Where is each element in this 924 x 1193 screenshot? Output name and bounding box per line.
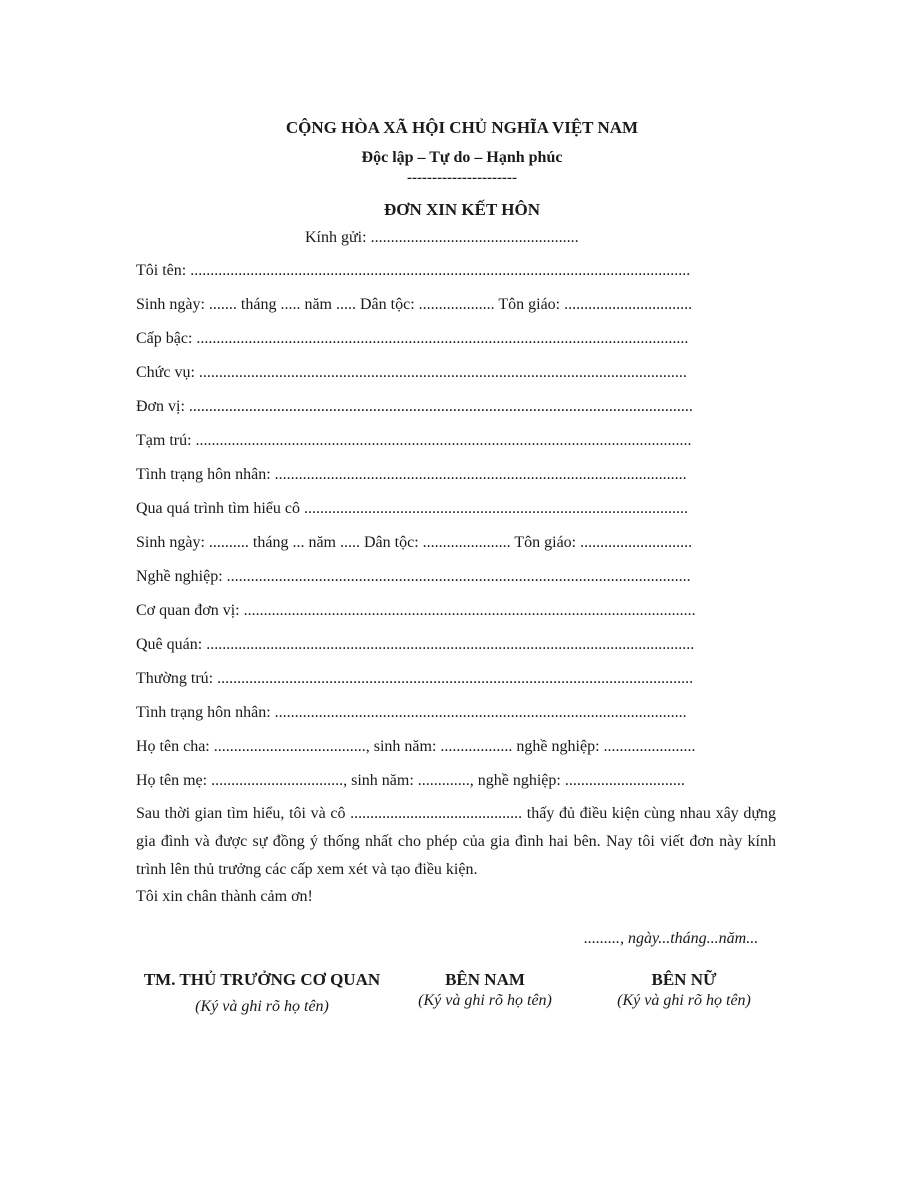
- field-position: Chức vụ: ..........................................................................................................................: [136, 364, 687, 381]
- form-title: ĐƠN XIN KẾT HÔN: [383, 200, 540, 219]
- signature-note-head-of-agency: (Ký và ghi rõ họ tên): [195, 998, 329, 1015]
- field-marital-status: Tình trạng hôn nhân: .......................................................................................................: [136, 466, 687, 483]
- field-unit: Đơn vị: ..............................................................................................................................: [136, 398, 693, 415]
- field-father: Họ tên cha: ......................................, sinh năm: .................. nghề nghiệp: .......................: [136, 738, 696, 755]
- motto-heading: Độc lập – Tự do – Hạnh phúc: [361, 149, 563, 166]
- field-partner-hometown: Quê quán: ..........................................................................................................................: [136, 636, 695, 653]
- signature-title-groom: BÊN NAM: [445, 970, 525, 989]
- thanks-line: Tôi xin chân thành cảm ơn!: [136, 888, 313, 905]
- field-partner-marital-status: Tình trạng hôn nhân: .......................................................................................................: [136, 704, 687, 721]
- date-line: ........., ngày...tháng...năm...: [584, 930, 759, 947]
- field-partner-birth-info: Sinh ngày: .......... tháng ... năm ..... Dân tộc: ...................... Tôn giáo: ............................: [136, 534, 693, 551]
- field-partner-name: Qua quá trình tìm hiểu cô ................................................................................................: [136, 500, 688, 517]
- field-partner-permanent-address: Thường trú: .......................................................................................................................: [136, 670, 694, 687]
- recipient-line: Kính gửi: ....................................................: [305, 229, 579, 246]
- field-birth-info: Sinh ngày: ....... tháng ..... năm ..... Dân tộc: ................... Tôn giáo: ................................: [136, 296, 693, 313]
- field-name: Tôi tên: .............................................................................................................................: [136, 262, 691, 279]
- header-divider: ----------------------: [407, 170, 517, 186]
- signature-note-groom: (Ký và ghi rõ họ tên): [418, 992, 552, 1009]
- field-rank: Cấp bậc: ...........................................................................................................................: [136, 330, 689, 347]
- field-mother: Họ tên mẹ: ................................., sinh năm: ............., nghề nghiệp: ..............................: [136, 772, 685, 789]
- field-partner-occupation: Nghề nghiệp: ....................................................................................................................: [136, 568, 691, 585]
- field-temporary-address: Tạm trú: ............................................................................................................................: [136, 432, 692, 449]
- request-paragraph: Sau thời gian tìm hiểu, tôi và cô ........................................... thấy đủ điều kiện cùng nhau xây dựng gia đình và được sự đồng ý thống nhất cho phép của gia đình hai bên. Nay tôi viết đơn này kính trình lên thủ trưởng các cấp xem xét và tạo điều kiện.: [136, 805, 776, 878]
- field-partner-workplace: Cơ quan đơn vị: .................................................................................................................: [136, 602, 696, 619]
- signature-title-head-of-agency: TM. THỦ TRƯỞNG CƠ QUAN: [143, 970, 381, 989]
- signature-note-bride: (Ký và ghi rõ họ tên): [617, 992, 751, 1009]
- country-heading: CỘNG HÒA XÃ HỘI CHỦ NGHĨA VIỆT NAM: [285, 118, 639, 137]
- signature-title-bride: BÊN NỮ: [651, 970, 717, 989]
